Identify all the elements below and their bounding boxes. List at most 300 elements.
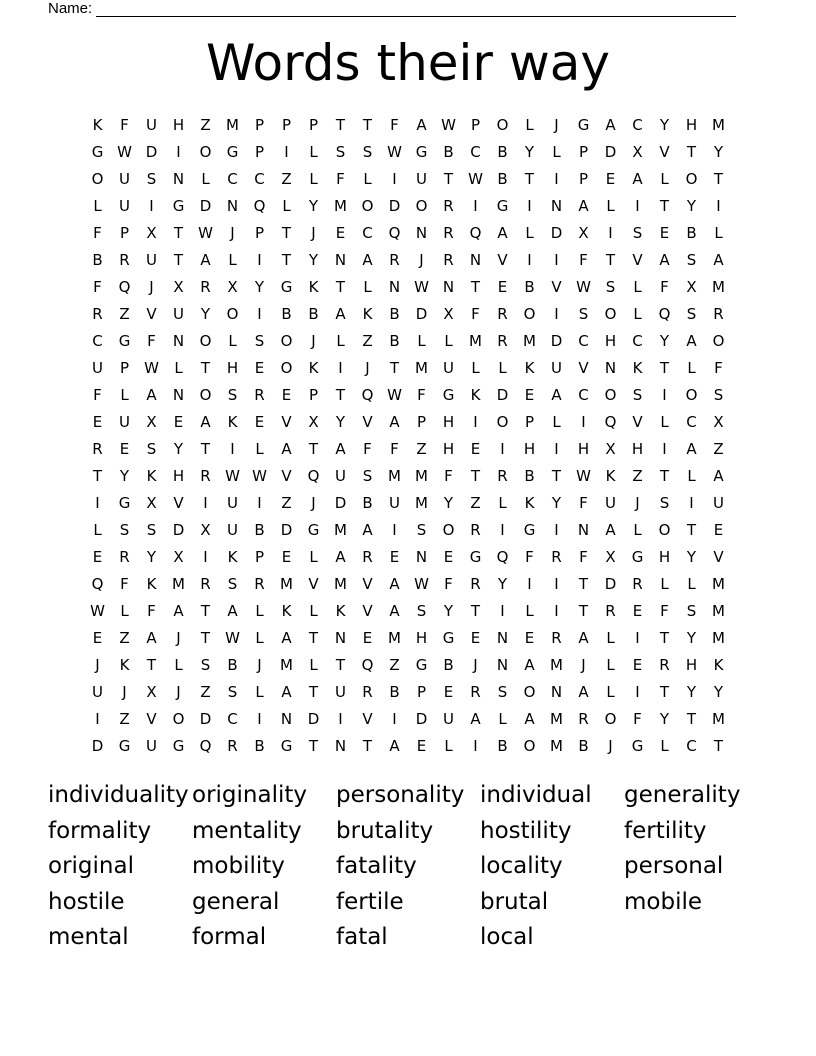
grid-letter: W	[468, 170, 483, 188]
grid-letter: T	[686, 143, 697, 161]
grid-letter: K	[605, 467, 616, 485]
grid-letter: M	[334, 575, 347, 593]
grid-letter: J	[365, 359, 370, 377]
grid-letter: T	[173, 251, 184, 269]
grid-letter: B	[308, 305, 319, 323]
grid-letter: P	[254, 548, 265, 566]
grid-letter: Y	[443, 494, 454, 512]
grid-letter: E	[605, 170, 616, 188]
grid-row	[84, 652, 732, 679]
grid-letter: S	[659, 494, 670, 512]
grid-letter: A	[281, 683, 292, 701]
grid-letter: I	[149, 197, 154, 215]
grid-letter: V	[713, 548, 724, 566]
grid-letter: O	[712, 332, 725, 350]
grid-letter: Z	[119, 710, 130, 728]
grid-letter: B	[578, 737, 589, 755]
grid-letter: F	[444, 467, 453, 485]
grid-letter: Y	[119, 467, 130, 485]
grid-letter: O	[91, 170, 104, 188]
grid-letter: T	[281, 224, 292, 242]
grid-letter: I	[338, 710, 343, 728]
grid-letter: E	[335, 224, 346, 242]
grid-letter: L	[309, 548, 318, 566]
grid-letter: N	[604, 359, 617, 377]
grid-letter: R	[497, 305, 508, 323]
grid-letter: J	[311, 224, 316, 242]
grid-row	[84, 598, 732, 625]
grid-letter: S	[713, 386, 724, 404]
grid-row	[84, 544, 732, 571]
grid-letter: T	[659, 197, 670, 215]
grid-letter: Q	[118, 278, 131, 296]
grid-letter: V	[362, 575, 373, 593]
grid-letter: R	[227, 737, 238, 755]
grid-letter: T	[335, 278, 346, 296]
grid-letter: T	[686, 710, 697, 728]
grid-letter: R	[443, 197, 454, 215]
grid-letter: N	[280, 710, 293, 728]
grid-letter: Q	[307, 467, 320, 485]
grid-letter: S	[146, 170, 157, 188]
grid-letter: T	[200, 602, 211, 620]
grid-letter: W	[117, 143, 132, 161]
grid-letter: L	[120, 386, 129, 404]
grid-letter: Z	[470, 494, 481, 512]
grid-letter: E	[632, 656, 643, 674]
grid-letter: L	[228, 332, 237, 350]
grid-letter: C	[578, 332, 589, 350]
grid-letter: Y	[659, 332, 670, 350]
grid-letter: F	[579, 251, 588, 269]
grid-letter: E	[524, 386, 535, 404]
grid-letter: J	[95, 656, 100, 674]
grid-letter: G	[442, 629, 455, 647]
grid-letter: S	[497, 683, 508, 701]
grid-letter: J	[473, 656, 478, 674]
grid-letter: H	[658, 548, 671, 566]
grid-letter: S	[254, 332, 265, 350]
grid-letter: G	[442, 386, 455, 404]
grid-letter: L	[660, 575, 669, 593]
grid-letter: L	[498, 494, 507, 512]
grid-letter: B	[443, 656, 454, 674]
grid-letter: Y	[686, 629, 697, 647]
grid-letter: E	[362, 629, 373, 647]
grid-letter: E	[470, 440, 481, 458]
grid-letter: I	[392, 521, 397, 539]
grid-letter: U	[119, 197, 130, 215]
grid-letter: G	[415, 143, 428, 161]
grid-letter: Q	[388, 224, 401, 242]
grid-letter: S	[686, 251, 697, 269]
grid-letter: J	[257, 656, 262, 674]
grid-letter: C	[632, 116, 643, 134]
grid-letter: O	[685, 170, 698, 188]
grid-letter: F	[660, 278, 669, 296]
word-bank-row	[48, 920, 768, 956]
grid-letter: Q	[91, 575, 104, 593]
grid-letter: L	[660, 737, 669, 755]
grid-letter: X	[686, 278, 697, 296]
grid-letter: A	[146, 386, 157, 404]
grid-letter: M	[712, 116, 725, 134]
grid-letter: D	[199, 197, 212, 215]
grid-letter: I	[500, 521, 505, 539]
grid-letter: P	[254, 143, 265, 161]
grid-letter: G	[280, 278, 293, 296]
grid-letter: S	[686, 305, 697, 323]
grid-letter: S	[578, 305, 589, 323]
grid-letter: Y	[713, 143, 724, 161]
grid-letter: V	[308, 575, 319, 593]
grid-letter: M	[388, 629, 401, 647]
grid-letter: M	[550, 710, 563, 728]
grid-letter: T	[389, 359, 400, 377]
grid-letter: F	[579, 494, 588, 512]
grid-letter: W	[441, 116, 456, 134]
grid-letter: A	[146, 629, 157, 647]
word-bank	[48, 778, 768, 956]
grid-letter: I	[554, 521, 559, 539]
word-bank-item: fatality	[336, 853, 417, 879]
grid-letter: O	[199, 143, 212, 161]
page-title: Words their way	[206, 34, 610, 92]
grid-letter: Y	[686, 548, 697, 566]
grid-letter: N	[415, 548, 428, 566]
grid-letter: N	[442, 278, 455, 296]
grid-letter: T	[659, 359, 670, 377]
grid-letter: R	[119, 251, 130, 269]
grid-letter: M	[469, 332, 482, 350]
grid-letter: D	[91, 737, 104, 755]
grid-row	[84, 625, 732, 652]
grid-letter: X	[605, 440, 616, 458]
grid-letter: I	[203, 494, 208, 512]
grid-letter: A	[281, 629, 292, 647]
grid-letter: I	[554, 251, 559, 269]
grid-letter: L	[606, 629, 615, 647]
grid-letter: B	[281, 305, 292, 323]
grid-letter: I	[527, 251, 532, 269]
grid-letter: Q	[469, 224, 482, 242]
grid-letter: F	[633, 710, 642, 728]
grid-letter: D	[199, 710, 212, 728]
grid-letter: G	[631, 737, 644, 755]
word-bank-item: mobile	[624, 888, 703, 915]
grid-letter: L	[552, 143, 561, 161]
grid-letter: X	[227, 278, 238, 296]
grid-letter: L	[606, 656, 615, 674]
grid-letter: L	[606, 683, 615, 701]
word-bank-item: original	[48, 853, 134, 879]
grid-letter: M	[280, 656, 293, 674]
grid-letter: P	[119, 359, 130, 377]
grid-letter: P	[119, 224, 130, 242]
grid-letter: W	[144, 359, 159, 377]
grid-letter: A	[362, 521, 373, 539]
grid-letter: G	[523, 521, 536, 539]
grid-letter: A	[605, 116, 616, 134]
grid-letter: B	[443, 143, 454, 161]
grid-letter: T	[578, 575, 589, 593]
grid-letter: K	[146, 575, 157, 593]
grid-letter: E	[524, 629, 535, 647]
grid-letter: L	[255, 629, 264, 647]
grid-letter: B	[686, 224, 697, 242]
grid-letter: Z	[362, 332, 373, 350]
grid-letter: P	[281, 116, 292, 134]
grid-letter: W	[225, 467, 240, 485]
grid-letter: T	[713, 737, 724, 755]
grid-row	[84, 679, 732, 706]
grid-letter: S	[335, 143, 346, 161]
grid-letter: L	[498, 710, 507, 728]
grid-letter: T	[713, 170, 724, 188]
grid-letter: T	[200, 629, 211, 647]
grid-letter: P	[578, 143, 589, 161]
grid-letter: B	[92, 251, 103, 269]
word-bank-item: personal	[624, 853, 724, 879]
grid-row	[84, 247, 732, 274]
grid-letter: Q	[658, 305, 671, 323]
grid-letter: E	[281, 386, 292, 404]
grid-letter: A	[173, 602, 184, 620]
grid-letter: I	[473, 197, 478, 215]
grid-letter: R	[605, 602, 616, 620]
grid-letter: X	[173, 548, 184, 566]
grid-letter: U	[443, 710, 454, 728]
grid-letter: D	[172, 521, 185, 539]
grid-letter: F	[120, 116, 129, 134]
grid-letter: T	[308, 737, 319, 755]
grid-letter: U	[227, 521, 238, 539]
grid-letter: C	[470, 143, 481, 161]
grid-letter: R	[551, 629, 562, 647]
grid-letter: Z	[281, 494, 292, 512]
grid-letter: R	[254, 575, 265, 593]
grid-letter: R	[443, 251, 454, 269]
grid-letter: C	[686, 737, 697, 755]
word-bank-item: originality	[192, 782, 307, 808]
grid-letter: B	[497, 737, 508, 755]
grid-letter: S	[227, 683, 238, 701]
grid-letter: F	[390, 116, 399, 134]
grid-letter: I	[581, 413, 586, 431]
grid-letter: F	[525, 548, 534, 566]
grid-letter: Q	[253, 197, 266, 215]
grid-letter: I	[257, 710, 262, 728]
grid-letter: L	[633, 278, 642, 296]
grid-letter: P	[416, 413, 427, 431]
word-bank-row	[48, 778, 768, 814]
grid-letter: P	[578, 170, 589, 188]
grid-letter: H	[523, 440, 536, 458]
word-bank-item: locality	[480, 853, 563, 879]
grid-letter: A	[605, 521, 616, 539]
grid-row	[84, 301, 732, 328]
grid-letter: X	[443, 305, 454, 323]
grid-letter: E	[173, 413, 184, 431]
grid-letter: I	[473, 737, 478, 755]
word-bank-item: general	[192, 888, 280, 915]
grid-letter: P	[308, 116, 319, 134]
grid-letter: I	[392, 170, 397, 188]
grid-letter: A	[335, 305, 346, 323]
grid-letter: H	[226, 359, 239, 377]
name-line	[96, 1, 736, 17]
grid-letter: I	[554, 440, 559, 458]
grid-letter: W	[225, 629, 240, 647]
grid-letter: A	[578, 629, 589, 647]
grid-letter: Z	[200, 116, 211, 134]
grid-letter: A	[713, 467, 724, 485]
grid-letter: O	[199, 386, 212, 404]
grid-letter: S	[416, 602, 427, 620]
grid-row	[84, 382, 732, 409]
grid-letter: G	[496, 197, 509, 215]
grid-letter: I	[473, 413, 478, 431]
grid-letter: K	[308, 359, 319, 377]
grid-letter: V	[659, 143, 670, 161]
grid-letter: B	[524, 467, 535, 485]
grid-letter: J	[176, 683, 181, 701]
grid-letter: E	[92, 629, 103, 647]
grid-letter: N	[172, 386, 185, 404]
grid-letter: R	[443, 224, 454, 242]
grid-row	[84, 193, 732, 220]
grid-letter: A	[281, 440, 292, 458]
grid-letter: Q	[604, 413, 617, 431]
grid-letter: Y	[443, 602, 454, 620]
grid-letter: I	[257, 251, 262, 269]
word-bank-item: individuality	[48, 782, 189, 808]
grid-letter: K	[524, 359, 535, 377]
grid-letter: F	[579, 548, 588, 566]
grid-letter: A	[389, 602, 400, 620]
grid-letter: W	[90, 602, 105, 620]
grid-letter: T	[146, 656, 157, 674]
grid-letter: L	[309, 143, 318, 161]
grid-letter: I	[635, 683, 640, 701]
grid-letter: E	[632, 602, 643, 620]
grid-letter: G	[172, 737, 185, 755]
grid-letter: A	[497, 224, 508, 242]
grid-letter: V	[281, 413, 292, 431]
grid-letter: J	[419, 251, 424, 269]
grid-letter: V	[362, 710, 373, 728]
grid-letter: X	[146, 494, 157, 512]
grid-letter: E	[254, 359, 265, 377]
grid-letter: L	[606, 197, 615, 215]
grid-letter: R	[200, 575, 211, 593]
grid-letter: A	[389, 413, 400, 431]
grid-letter: T	[524, 170, 535, 188]
grid-letter: U	[146, 116, 157, 134]
grid-letter: U	[713, 494, 724, 512]
grid-letter: O	[658, 521, 671, 539]
grid-letter: X	[632, 143, 643, 161]
grid-letter: S	[119, 521, 130, 539]
grid-letter: X	[200, 521, 211, 539]
grid-letter: K	[146, 467, 157, 485]
grid-letter: H	[604, 332, 617, 350]
grid-letter: M	[712, 710, 725, 728]
grid-letter: P	[254, 224, 265, 242]
grid-letter: I	[338, 359, 343, 377]
word-bank-row	[48, 885, 768, 921]
grid-letter: T	[308, 683, 319, 701]
grid-letter: G	[415, 656, 428, 674]
grid-letter: R	[470, 683, 481, 701]
grid-letter: X	[308, 413, 319, 431]
word-bank-item: fertility	[624, 817, 707, 844]
word-bank-item: individual	[480, 782, 592, 808]
grid-letter: T	[335, 386, 346, 404]
grid-letter: I	[689, 494, 694, 512]
grid-letter: L	[255, 602, 264, 620]
grid-letter: C	[92, 332, 103, 350]
grid-letter: K	[92, 116, 103, 134]
grid-letter: R	[200, 467, 211, 485]
grid-letter: R	[578, 710, 589, 728]
grid-letter: A	[416, 116, 427, 134]
grid-letter: K	[227, 548, 238, 566]
grid-letter: U	[146, 251, 157, 269]
grid-letter: G	[469, 548, 482, 566]
grid-letter: Y	[254, 278, 265, 296]
grid-letter: J	[149, 278, 154, 296]
grid-letter: S	[416, 521, 427, 539]
grid-letter: P	[308, 386, 319, 404]
word-bank-item: brutal	[480, 888, 549, 915]
grid-letter: R	[254, 386, 265, 404]
grid-letter: M	[415, 359, 428, 377]
grid-letter: G	[118, 737, 131, 755]
grid-letter: N	[226, 197, 239, 215]
grid-letter: M	[388, 467, 401, 485]
grid-letter: R	[713, 305, 724, 323]
grid-letter: I	[284, 143, 289, 161]
grid-letter: D	[307, 710, 320, 728]
grid-letter: L	[525, 602, 534, 620]
grid-letter: K	[227, 413, 238, 431]
grid-letter: N	[172, 332, 185, 350]
grid-letter: Q	[199, 737, 212, 755]
grid-letter: R	[92, 305, 103, 323]
grid-row	[84, 274, 732, 301]
grid-letter: V	[146, 710, 157, 728]
grid-letter: T	[200, 359, 211, 377]
grid-letter: L	[417, 332, 426, 350]
word-bank-item: mentality	[192, 817, 302, 844]
grid-letter: O	[604, 710, 617, 728]
grid-letter: E	[443, 548, 454, 566]
grid-letter: B	[389, 305, 400, 323]
grid-letter: B	[254, 521, 265, 539]
grid-row	[84, 112, 732, 139]
grid-letter: D	[496, 386, 509, 404]
grid-letter: T	[362, 116, 373, 134]
grid-letter: D	[145, 143, 158, 161]
grid-letter: M	[712, 629, 725, 647]
grid-letter: C	[362, 224, 373, 242]
grid-letter: W	[576, 278, 591, 296]
grid-letter: Z	[416, 440, 427, 458]
grid-letter: B	[497, 143, 508, 161]
grid-letter: Y	[713, 683, 724, 701]
grid-letter: N	[334, 251, 347, 269]
